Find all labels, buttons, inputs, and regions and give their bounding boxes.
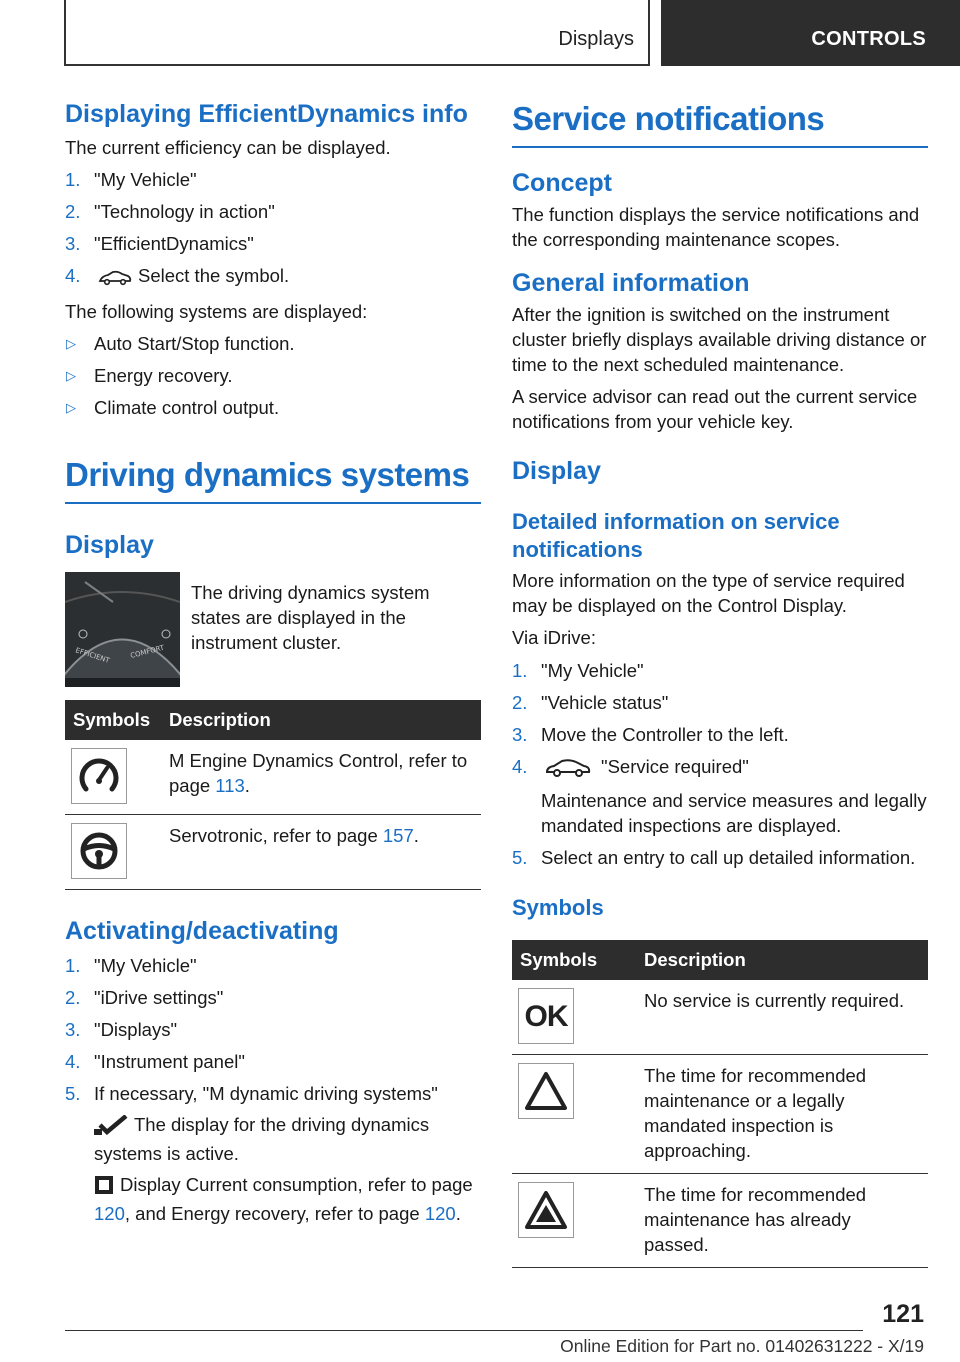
driving-dynamics-title: Driving dynamics systems — [65, 456, 481, 504]
list-item: 1. "My Vehicle" — [65, 955, 197, 976]
bullet-triangle-icon: ▷ — [66, 368, 76, 383]
service-notifications-title: Service notifications — [512, 100, 928, 148]
list-item: 1. "My Vehicle" — [65, 169, 197, 190]
bullet-triangle-icon: ▷ — [66, 400, 76, 415]
list-item: 3. Move the Controller to the left. — [512, 724, 789, 745]
list-item: 5. If necessary, "M dynamic driving systems" — [65, 1083, 438, 1104]
list-item: ▷ Auto Start/Stop function. — [66, 333, 295, 354]
list-item: 5. Select an entry to call up detailed information. — [512, 847, 916, 868]
detailed-info-text: More information on the type of service required may be displayed on the Control Display. — [512, 570, 905, 616]
step4-continuation: Maintenance and service measures and legally mandated inspections are displayed. — [541, 790, 927, 836]
general-info-text-1: After the ignition is switched on the instrument cluster briefly displays available driving distance or time to the next scheduled maintenance. — [512, 304, 927, 375]
list-item: 3. "Displays" — [65, 1019, 178, 1040]
display-intro-text: The driving dynamics system states are displayed in the instrument cluster. — [191, 582, 430, 653]
list-item: ▷ Energy recovery. — [66, 365, 233, 386]
concept-text: The function displays the service notifications and the corresponding maintenance scopes. — [512, 204, 920, 250]
table-header-description: Description — [636, 940, 928, 980]
list-item: 4. "Service required" — [512, 754, 928, 783]
activating-steps — [65, 953, 481, 1106]
list-item: 4. Select the symbol. — [65, 263, 481, 292]
cluster-label-left: EFFICIENT — [74, 646, 111, 665]
driving-symbols-table — [65, 700, 481, 890]
efficient-dynamics-intro: The current efficiency can be displayed. — [65, 137, 391, 158]
table-row: M Engine Dynamics Control, refer to page 113. — [65, 740, 481, 815]
table-row: OK No service is currently required. — [512, 980, 928, 1055]
header-chapter-title: CONTROLS — [811, 28, 926, 50]
efficient-dynamics-heading: Displaying EfficientDynamics info — [65, 100, 468, 128]
list-item: 2. "iDrive settings" — [65, 987, 224, 1008]
header-section-title: Displays — [558, 28, 634, 50]
table-row: The time for recommended maintenance or a legally mandated inspection is approaching. — [512, 1055, 928, 1174]
display-intro-block — [65, 572, 481, 688]
display-heading-right: Display — [512, 457, 601, 485]
right-column — [512, 100, 928, 1268]
detailed-info-heading: Detailed information on service notifications — [512, 509, 840, 562]
footer-edition: Online Edition for Part no. 01402631222 - X/19 — [560, 1336, 924, 1356]
general-info-heading: General information — [512, 269, 750, 297]
page-number: 121 — [882, 1300, 924, 1328]
engine-dynamics-icon — [71, 748, 127, 804]
page-link[interactable]: 120 — [94, 1203, 125, 1224]
table-row: Servotronic, refer to page 157. — [65, 815, 481, 890]
service-steps — [512, 658, 928, 783]
inactive-state-text: Display Current consumption, refer to page 120, and Energy recovery, refer to page 120. — [94, 1174, 473, 1224]
car-icon — [545, 758, 591, 783]
instrument-cluster-image — [65, 572, 180, 687]
service-steps-continued — [512, 845, 928, 870]
systems-list — [65, 331, 481, 420]
cluster-label-right: COMFORT — [129, 643, 166, 660]
page-link[interactable]: 120 — [424, 1203, 456, 1224]
list-item: ▷ Climate control output. — [66, 397, 280, 418]
header-chapter-tab — [661, 0, 960, 66]
via-idrive-text: Via iDrive: — [512, 627, 596, 648]
systems-intro: The following systems are displayed: — [65, 301, 368, 322]
bullet-triangle-icon: ▷ — [66, 336, 76, 351]
warning-triangle-outline-icon — [518, 1063, 574, 1119]
efficient-car-icon — [98, 267, 132, 292]
checkbox-empty-icon — [94, 1175, 114, 1201]
list-item: 2. "Vehicle status" — [512, 692, 669, 713]
activating-heading: Activating/deactivating — [65, 917, 339, 945]
warning-triangle-filled-icon — [518, 1182, 574, 1238]
list-item: 4. "Instrument panel" — [65, 1051, 245, 1072]
left-column — [65, 100, 481, 1226]
list-item: 3. "EfficientDynamics" — [65, 233, 254, 254]
general-info-text-2: A service advisor can read out the current service notifications from your vehicle key. — [512, 386, 918, 432]
active-state-text: The display for the driving dynamics systems is active. — [94, 1114, 430, 1164]
symbols-heading: Symbols — [512, 895, 604, 920]
table-header-symbols: Symbols — [65, 700, 161, 740]
table-header-symbols: Symbols — [512, 940, 636, 980]
checkmark-icon — [94, 1115, 128, 1141]
list-item: 1. "My Vehicle" — [512, 660, 644, 681]
page-link[interactable]: 157 — [382, 825, 414, 846]
ok-icon: OK — [518, 988, 574, 1044]
list-item: 2. "Technology in action" — [65, 201, 275, 222]
display-heading-left: Display — [65, 531, 154, 559]
efficient-dynamics-steps — [65, 167, 481, 292]
table-header-description: Description — [161, 700, 481, 740]
concept-heading: Concept — [512, 169, 612, 197]
page-link[interactable]: 113 — [215, 775, 245, 796]
steering-wheel-icon — [71, 823, 127, 879]
table-row: The time for recommended maintenance has already passed. — [512, 1174, 928, 1268]
header-section-tab — [64, 0, 650, 66]
footer-divider — [65, 1330, 863, 1331]
service-symbols-table — [512, 940, 928, 1268]
